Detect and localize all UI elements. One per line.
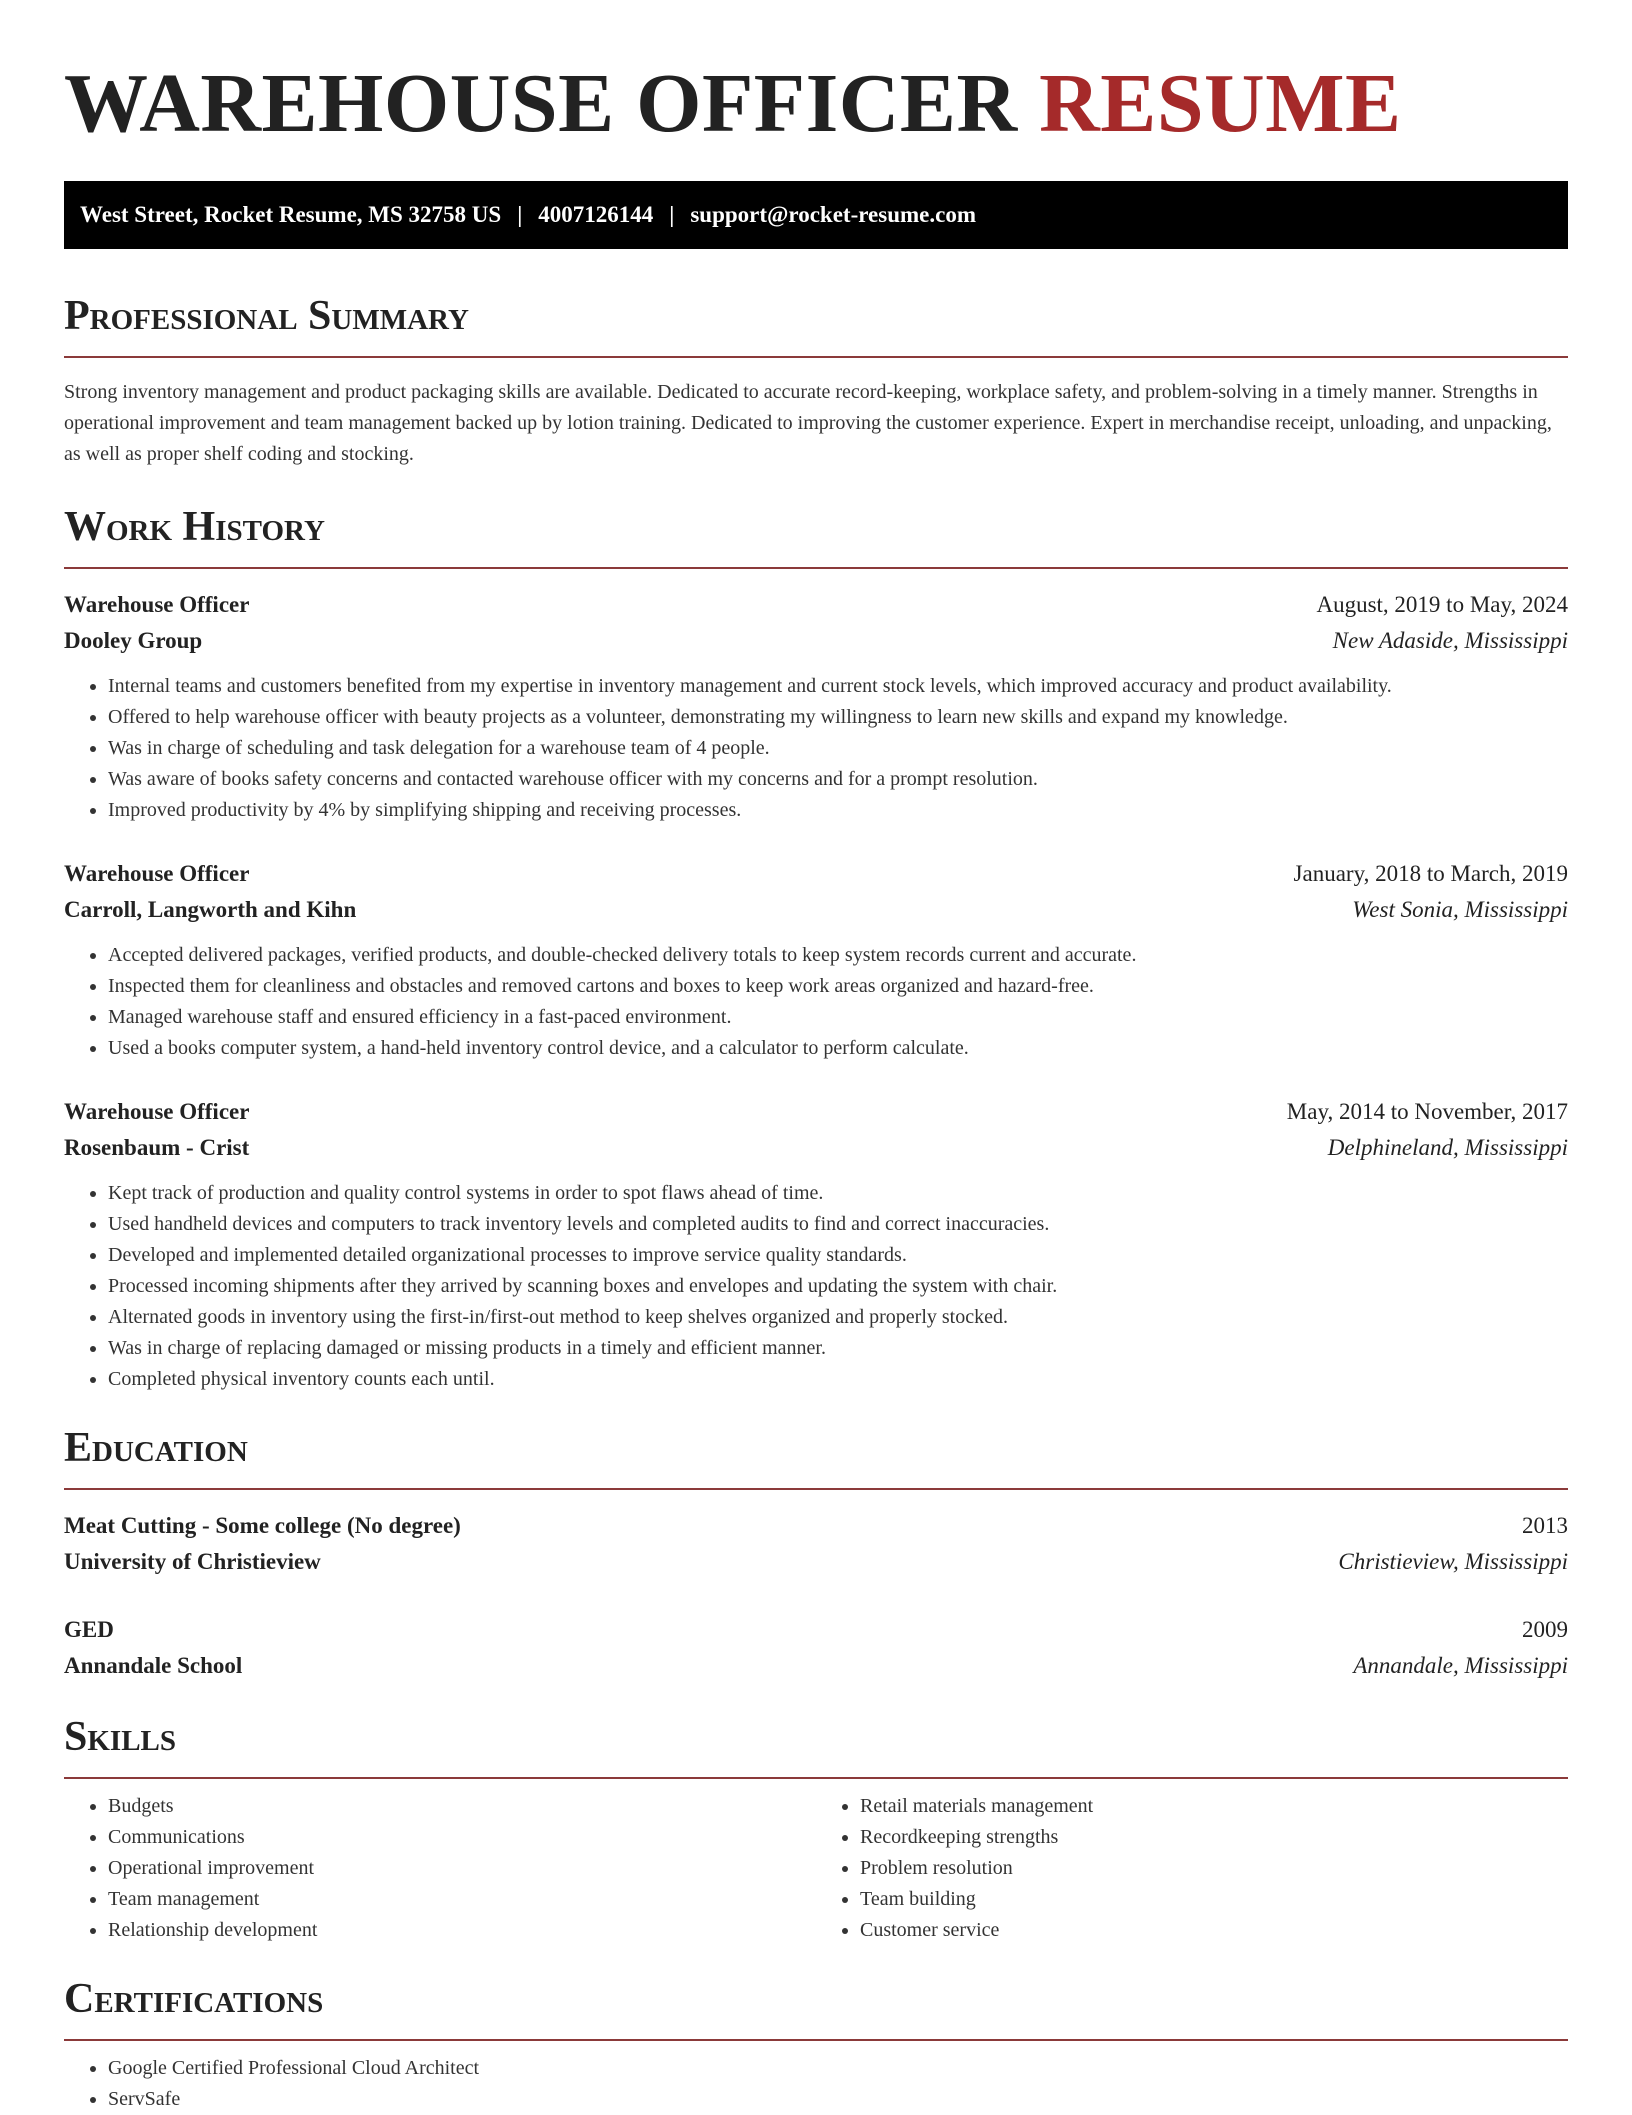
contact-bar: [64, 181, 1568, 249]
job-company: Rosenbaum - Crist: [64, 1135, 250, 1160]
summary-text: Strong inventory management and product packaging skills are available. Dedicated to accurate record-keeping, workplace safety, and problem-solving in a timely manner. Strengths in operational improvement and team management backed up by lotion training. Dedicated to improving the customer experience. Expert in merchandise receipt, unloading, and unpacking, as well as proper shelf coding and stocking.: [64, 381, 1552, 465]
title-main: WAREHOUSE OFFICER: [64, 57, 1018, 150]
skills-column-right: [816, 1791, 1568, 1946]
title-accent: RESUME: [1039, 57, 1402, 150]
job-bullet: • Used handheld devices and computers to track inventory levels and completed audits to find and correct inaccuracies.: [108, 1209, 1568, 1240]
job-bullets: [64, 671, 1568, 826]
job-bullet: • Completed physical inventory counts each until.: [108, 1364, 1568, 1395]
job-location: West Sonia, Mississippi: [1352, 897, 1568, 922]
certification-item: • Google Certified Professional Cloud Architect: [108, 2053, 1568, 2084]
job-title: Warehouse Officer: [64, 1099, 250, 1124]
job-bullet: • Internal teams and customers benefited from my expertise in inventory management and current stock levels, which improved accuracy and product availability.: [108, 671, 1568, 702]
job-bullet: • Was in charge of scheduling and task delegation for a warehouse team of 4 people.: [108, 733, 1568, 764]
skill-item: • Problem resolution: [860, 1853, 1568, 1884]
section-divider: [64, 2039, 1568, 2041]
job-dates: January, 2018 to March, 2019: [1293, 861, 1568, 886]
job-bullet: • Was in charge of replacing damaged or missing products in a timely and efficient manner.: [108, 1333, 1568, 1364]
section-divider: [64, 567, 1568, 569]
contact-email: support@rocket-resume.com: [690, 202, 976, 227]
skill-item: • Operational improvement: [108, 1853, 816, 1884]
job-dates: May, 2014 to November, 2017: [1286, 1099, 1568, 1124]
job-bullet: • Inspected them for cleanliness and obstacles and removed cartons and boxes to keep work areas organized and hazard-free.: [108, 971, 1568, 1002]
job-location: Delphineland, Mississippi: [1327, 1135, 1568, 1160]
skill-item: • Retail materials management: [860, 1791, 1568, 1822]
job-company: Carroll, Langworth and Kihn: [64, 897, 357, 922]
job-bullet: • Accepted delivered packages, verified products, and double-checked delivery totals to keep system records current and accurate.: [108, 940, 1568, 971]
skill-item: • Relationship development: [108, 1915, 816, 1946]
job-entry: [64, 587, 1568, 826]
education-section: [64, 1423, 1568, 1684]
work-history-heading: Work History: [64, 504, 325, 550]
education-year: 2009: [1522, 1617, 1568, 1642]
job-dates: August, 2019 to May, 2024: [1316, 592, 1568, 617]
resume-title: [64, 0, 1568, 152]
job-bullet: • Was aware of books safety concerns and contacted warehouse officer with my concerns and for a prompt resolution.: [108, 764, 1568, 795]
job-entry: [64, 1094, 1568, 1395]
section-divider: [64, 1777, 1568, 1779]
summary-heading: Professional Summary: [64, 293, 469, 339]
education-entry: [64, 1508, 1568, 1580]
certifications-section: [64, 1974, 1568, 2115]
skills-section: [64, 1712, 1568, 1946]
job-bullet: • Developed and implemented detailed organizational processes to improve service quality standards.: [108, 1240, 1568, 1271]
skill-item: • Team building: [860, 1884, 1568, 1915]
education-heading: Education: [64, 1425, 248, 1471]
job-title: Warehouse Officer: [64, 592, 250, 617]
job-location: New Adaside, Mississippi: [1332, 628, 1568, 653]
skill-item: • Customer service: [860, 1915, 1568, 1946]
certifications-heading: Certifications: [64, 1976, 324, 2022]
job-entry: [64, 856, 1568, 1064]
job-bullet: • Alternated goods in inventory using the first-in/first-out method to keep shelves organized and properly stocked.: [108, 1302, 1568, 1333]
job-bullet: • Offered to help warehouse officer with beauty projects as a volunteer, demonstrating my willingness to learn new skills and expand my knowledge.: [108, 702, 1568, 733]
skill-item: • Team management: [108, 1884, 816, 1915]
skill-item: • Budgets: [108, 1791, 816, 1822]
job-company: Dooley Group: [64, 628, 203, 653]
education-location: Christieview, Mississippi: [1338, 1549, 1568, 1574]
work-history-section: [64, 502, 1568, 1395]
job-bullet: • Processed incoming shipments after they arrived by scanning boxes and envelopes and updating the system with chair.: [108, 1271, 1568, 1302]
contact-separator: |: [517, 202, 523, 227]
education-school: University of Christieview: [64, 1549, 321, 1574]
section-divider: [64, 1488, 1568, 1490]
skill-item: • Communications: [108, 1822, 816, 1853]
contact-phone: 4007126144: [538, 202, 654, 227]
job-title: Warehouse Officer: [64, 861, 250, 886]
certification-item: • ServSafe: [108, 2084, 1568, 2115]
job-bullet: • Managed warehouse staff and ensured efficiency in a fast-paced environment.: [108, 1002, 1568, 1033]
job-bullets: [64, 1178, 1568, 1395]
education-degree: Meat Cutting - Some college (No degree): [64, 1513, 461, 1538]
education-year: 2013: [1522, 1513, 1568, 1538]
summary-section: [64, 291, 1568, 470]
education-location: Annandale, Mississippi: [1353, 1653, 1568, 1678]
education-school: Annandale School: [64, 1653, 243, 1678]
skills-grid: [64, 1791, 1568, 1946]
contact-address: West Street, Rocket Resume, MS 32758 US: [80, 202, 502, 227]
education-entry: [64, 1612, 1568, 1684]
job-bullets: [64, 940, 1568, 1064]
section-divider: [64, 356, 1568, 358]
education-degree: GED: [64, 1617, 114, 1642]
skills-column-left: [64, 1791, 816, 1946]
skill-item: • Recordkeeping strengths: [860, 1822, 1568, 1853]
certifications-list: [64, 2053, 1568, 2115]
job-bullet: • Improved productivity by 4% by simplifying shipping and receiving processes.: [108, 795, 1568, 826]
job-bullet: • Used a books computer system, a hand-held inventory control device, and a calculator to perform calculate.: [108, 1033, 1568, 1064]
job-bullet: • Kept track of production and quality control systems in order to spot flaws ahead of time.: [108, 1178, 1568, 1209]
contact-separator: |: [669, 202, 675, 227]
skills-heading: Skills: [64, 1714, 177, 1760]
